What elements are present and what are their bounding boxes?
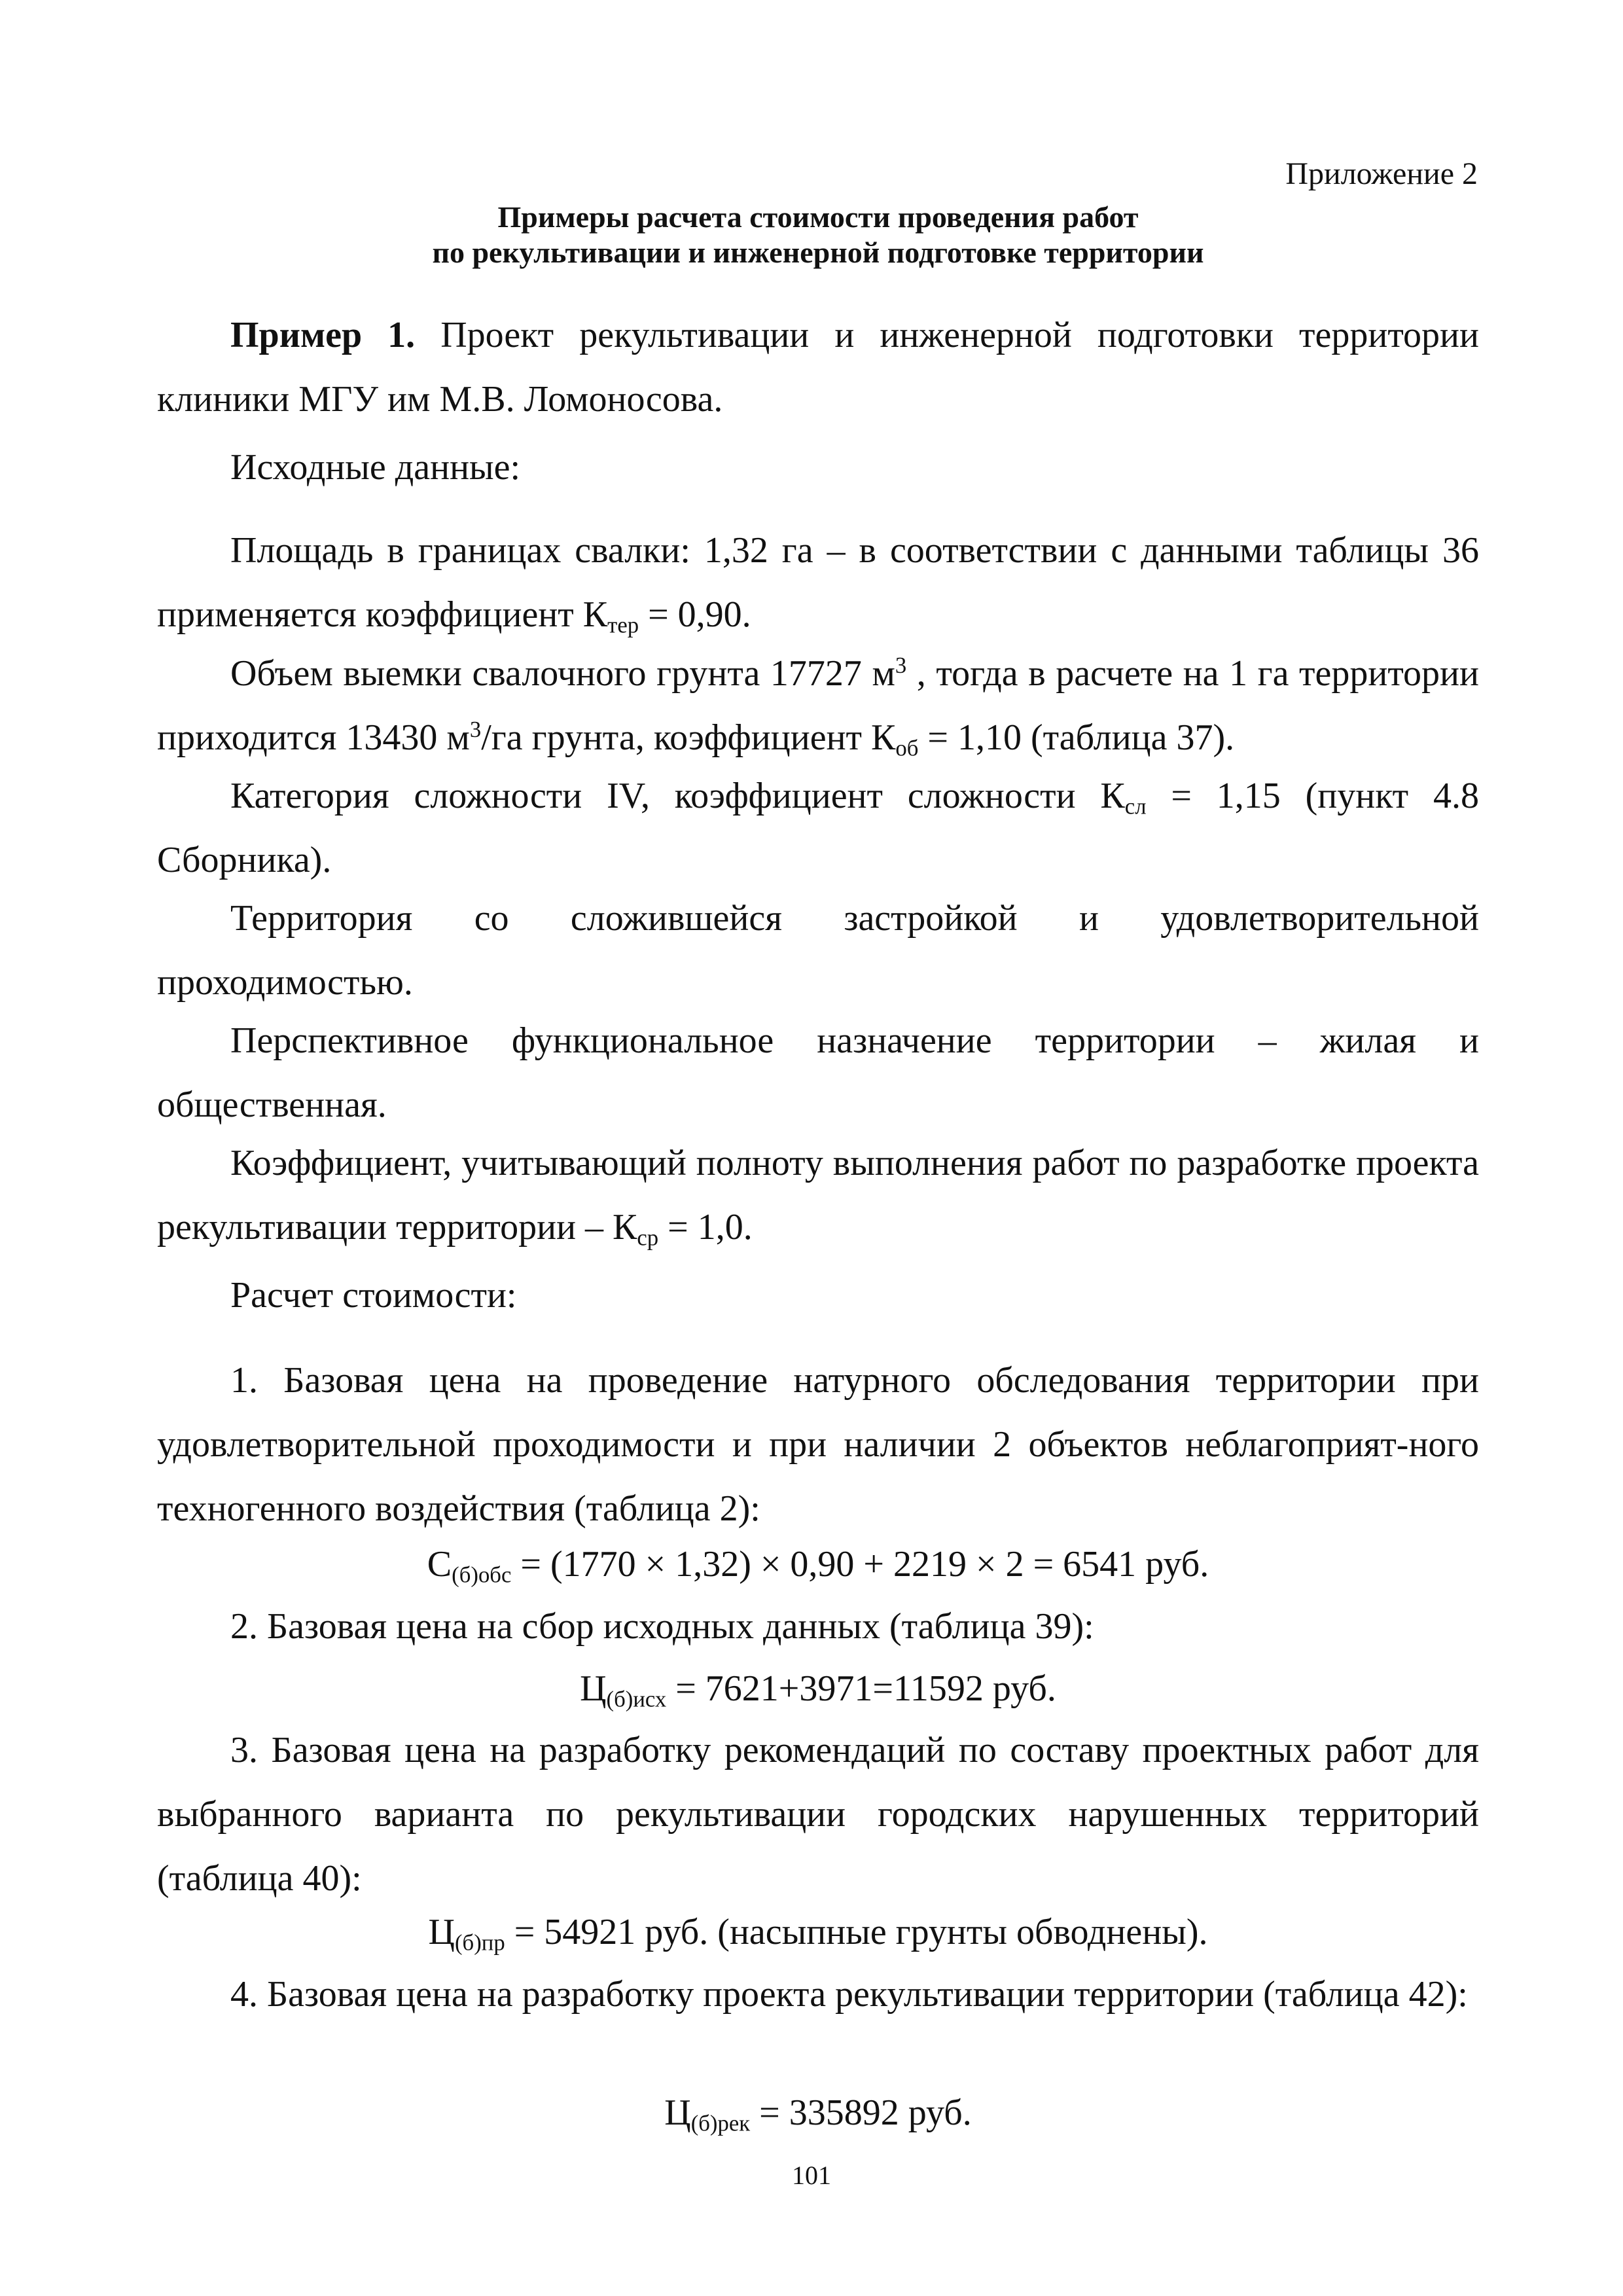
item-2-formula-subscript: (б)исх: [606, 1686, 667, 1712]
volume-paragraph: [157, 641, 1479, 770]
territory-paragraph: Территория со сложившейся застройкой и удовлетворительной проходимостью.: [157, 898, 1479, 1003]
complexity-subscript: сл: [1124, 793, 1147, 819]
item-1-paragraph: 1. Базовая цена на проведение натурного обследования территории при удовлетворительной проходимости и при наличии 2 объектов неблагоприят-ного техногенного воздействия (таблица 2):: [157, 1360, 1479, 1529]
calculation-heading: Расчет стоимости:: [230, 1275, 517, 1316]
volume-text-d: = 1,10 (таблица 37).: [918, 717, 1235, 758]
item-1-formula-symbol: С: [427, 1544, 452, 1585]
complexity-paragraph: [157, 764, 1479, 892]
item-4-formula-subscript: (б)рек: [690, 2110, 751, 2136]
source-data-heading: Исходные данные:: [230, 447, 521, 488]
completeness-paragraph: [157, 1131, 1479, 1259]
item-1-formula: [157, 1538, 1479, 1590]
area-paragraph: [157, 518, 1479, 647]
item-3-paragraph: 3. Базовая цена на разработку рекомендаций по составу проектных работ для выбранного варианта по рекультивации городских нарушенных территорий (таблица 40):: [157, 1730, 1479, 1899]
volume-superscript-1: 3: [895, 652, 907, 678]
area-text-a: Площадь в границах свалки: 1,32 га – в соответствии с данными таблицы 36 применяется коэффициент К: [157, 530, 1479, 635]
title-line-1: Примеры расчета стоимости проведения работ: [497, 200, 1139, 234]
complexity-text-a: Категория сложности IV, коэффициент сложности К: [230, 776, 1125, 816]
item-1-formula-value: = (1770 × 1,32) × 0,90 + 2219 × 2 = 6541 руб.: [511, 1544, 1209, 1585]
item-2-formula: [157, 1662, 1479, 1715]
completeness-text-b: = 1,0.: [658, 1207, 753, 1247]
complexity-text-b: = 1,15 (пункт 4.8 Сборника).: [157, 776, 1479, 880]
title-line-2: по рекультивации и инженерной подготовке территории: [432, 236, 1204, 269]
item-2-paragraph: 2. Базовая цена на сбор исходных данных (таблица 39):: [230, 1606, 1094, 1647]
area-text-b: = 0,90.: [639, 594, 751, 635]
example-1-paragraph: [157, 303, 1479, 431]
volume-superscript-2: 3: [469, 716, 482, 742]
item-4-formula-symbol: Ц: [664, 2092, 691, 2133]
item-4-formula: [157, 2087, 1479, 2139]
completeness-subscript: ср: [637, 1225, 659, 1251]
volume-text-a: Объем выемки свалочного грунта 17727 м: [230, 653, 895, 694]
item-2-formula-symbol: Ц: [580, 1668, 607, 1709]
item-3-formula-subscript: (б)пр: [454, 1929, 505, 1956]
item-4-paragraph: 4. Базовая цена на разработку проекта рекультивации территории (таблица 42):: [230, 1974, 1468, 2015]
volume-subscript: об: [895, 735, 919, 761]
completeness-text-a: Коэффициент, учитывающий полноту выполнения работ по разработке проекта рекультивации территории – К: [157, 1143, 1479, 1247]
page-number: 101: [792, 2161, 831, 2190]
purpose-paragraph: Перспективное функциональное назначение территории – жилая и общественная.: [157, 1020, 1479, 1125]
item-1-formula-subscript: (б)обс: [452, 1562, 512, 1588]
volume-text-b: , тогда в расчете на 1 га территории приходится 13430 м: [157, 653, 1479, 758]
item-3-formula-symbol: Ц: [428, 1912, 455, 1952]
appendix-label: Приложение 2: [1285, 156, 1478, 191]
example-1-text: Проект рекультивации и инженерной подготовки территории клиники МГУ им М.В. Ломоносова.: [157, 315, 1479, 420]
volume-text-c: /га грунта, коэффициент К: [481, 717, 896, 758]
area-subscript: тер: [607, 612, 639, 638]
item-3-formula: [157, 1906, 1479, 1958]
example-1-heading: Пример 1.: [230, 315, 416, 355]
item-4-formula-value: = 335892 руб.: [750, 2092, 972, 2133]
item-3-formula-value: = 54921 руб. (насыпные грунты обводнены).: [505, 1912, 1208, 1952]
item-2-formula-value: = 7621+3971=11592 руб.: [666, 1668, 1056, 1709]
